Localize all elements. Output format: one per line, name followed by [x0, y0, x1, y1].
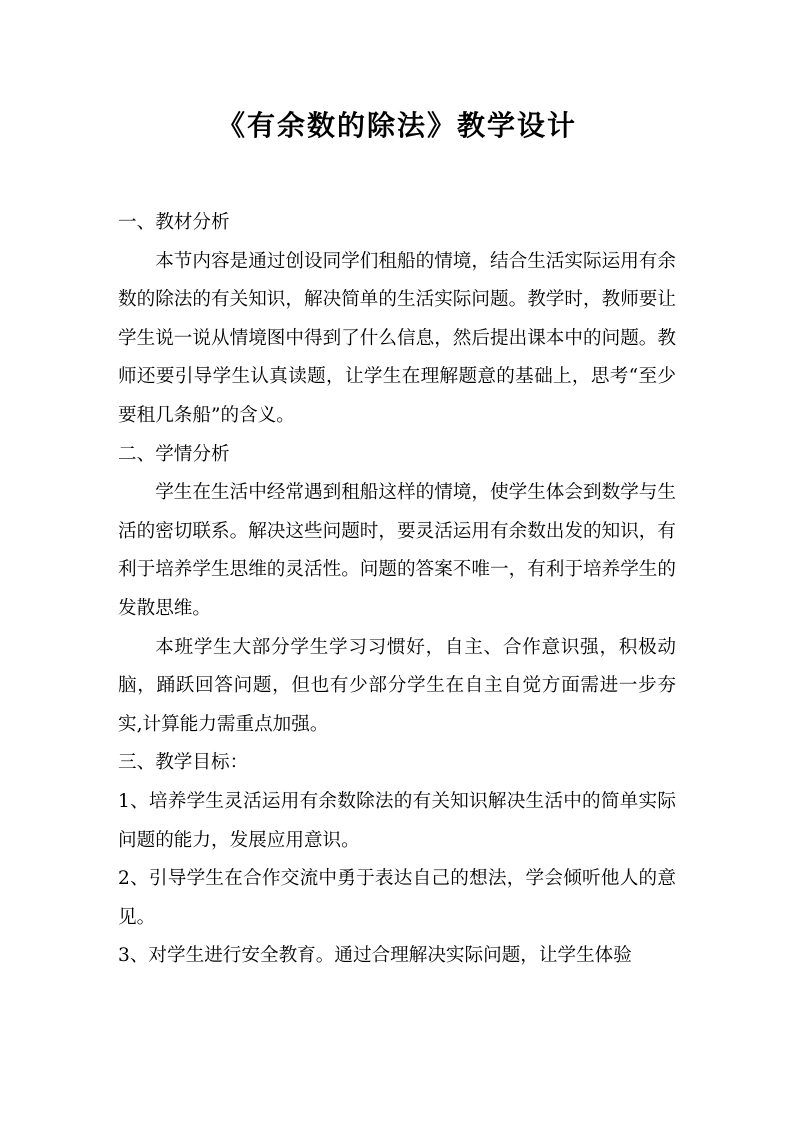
goal-item-1: 1、培养学生灵活运用有余数除法的有关知识解决生活中的简单实际问题的能力，发展应用意识。 [118, 790, 676, 851]
goal-item-2: 2、引导学生在合作交流中勇于表达自己的想法，学会倾听他人的意见。 [118, 868, 676, 928]
section-heading-student-analysis: 二、学情分析 [118, 443, 230, 465]
section-heading-textbook-analysis: 一、教材分析 [118, 212, 230, 233]
paragraph-student-analysis-1: 学生在生活中经常遇到租船这样的情境，使学生体会到数学与生活的密切联系。解决这些问题时，要灵活运用有余数出发的知识，有利于培养学生思维的灵活性。问题的答案不唯一，有利于培养学生的发散思维。 [118, 482, 676, 619]
section-heading-teaching-goals: 三、教学目标： [118, 752, 249, 774]
document-body [118, 204, 676, 976]
paragraph-textbook-analysis: 本节内容是通过创设同学们租船的情境，结合生活实际运用有余数的除法的有关知识，解决简单的生活实际问题。教学时，教师要让学生说一说从情境图中得到了什么信息，然后提出课本中的问题。教师还要引导学生认真读题，让学生在理解题意的基础上，思考“至少要租几条船”的含义。 [118, 250, 676, 426]
goal-item-3: 3、对学生进行安全教育。通过合理解决实际问题，让学生体验 [118, 945, 632, 967]
paragraph-student-analysis-2: 本班学生大部分学生学习习惯好，自主、合作意识强，积极动脑，踊跃回答问题，但也有少部分学生在自主自觉方面需进一步夯实,计算能力需重点加强。 [118, 636, 676, 735]
document-title: 《有余数的除法》教学设计 [216, 109, 577, 142]
